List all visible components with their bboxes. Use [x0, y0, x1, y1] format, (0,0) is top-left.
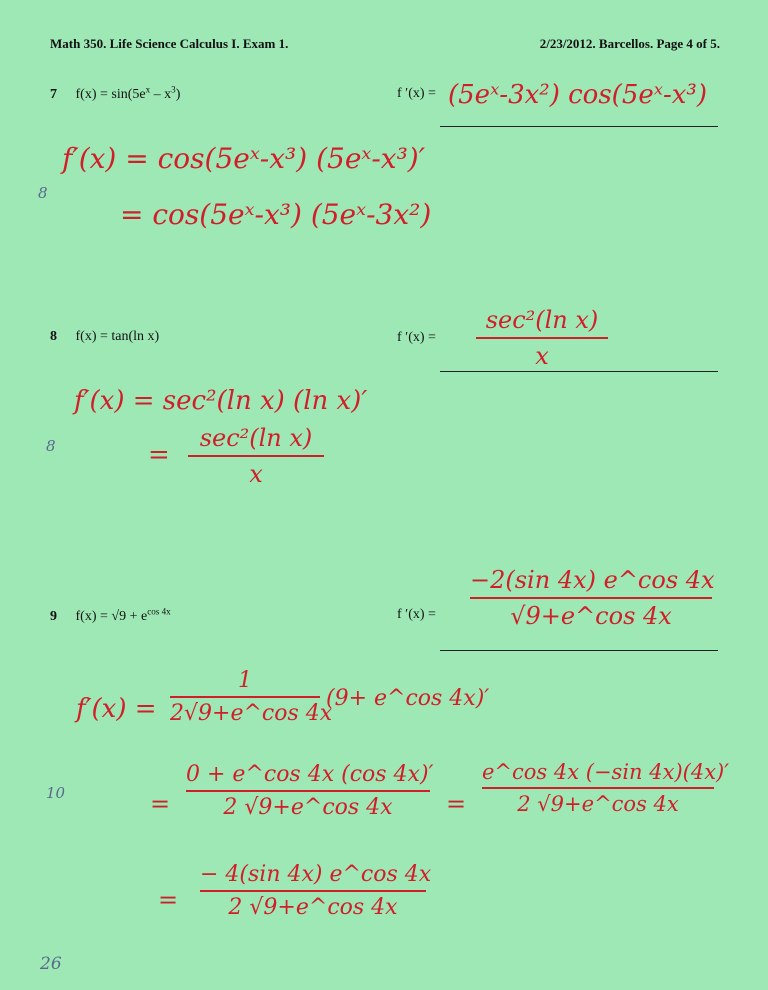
work-8-line-1: f′(x) = sec²(ln x) (ln x)′: [74, 386, 368, 416]
answer-line: [440, 650, 718, 651]
work-8-fraction: [188, 424, 324, 488]
answer-line: [440, 371, 718, 372]
total-score: 26: [40, 954, 62, 974]
exam-page-info: 2/23/2012. Barcellos. Page 4 of 5.: [539, 36, 720, 51]
fraction-bar: [186, 790, 430, 792]
score-7: 8: [38, 184, 48, 202]
fraction-denominator: 2 √9+e^cos 4x: [228, 895, 398, 920]
answer-numerator: sec²(ln x): [485, 306, 599, 334]
fraction-bar: [482, 787, 714, 789]
problem-9-statement: [50, 606, 171, 625]
answer-8: [476, 306, 608, 370]
work-9-equals-4: =: [158, 886, 179, 914]
fraction-bar: [200, 890, 426, 892]
work-9-fraction-1: [170, 668, 333, 726]
work-9-lhs: f′(x) =: [76, 694, 157, 724]
work-8-equals: =: [148, 440, 170, 470]
problem-number: 8: [50, 329, 57, 344]
fraction-numerator: − 4(sin 4x) e^cos 4x: [200, 862, 432, 887]
fraction-bar: [170, 696, 320, 698]
problem-function: $f(x) = \sin(5e^x - x^3)$: [75, 84, 181, 102]
fraction-numerator: sec²(ln x): [199, 424, 313, 452]
problem-number: 9: [50, 608, 57, 624]
score-8: 8: [46, 437, 56, 455]
fraction-denominator: 2√9+e^cos 4x: [170, 701, 333, 726]
exam-title: Math 350. Life Science Calculus I. Exam 1.: [50, 36, 289, 51]
problem-7-statement: [50, 84, 180, 103]
fraction-denominator: 2 √9+e^cos 4x: [517, 792, 679, 816]
problem-function: f(x) = tan(ln x): [75, 329, 160, 344]
fraction-denominator: x: [249, 460, 263, 488]
fprime-label: f ′(x) =: [397, 330, 436, 345]
work-7-line-1: f′(x) = cos(5eˣ-x³) (5eˣ-x³)′: [62, 142, 426, 175]
work-9-fraction-2: [186, 762, 434, 820]
work-9-fraction-3: [482, 760, 729, 816]
fraction-denominator: 2 √9+e^cos 4x: [223, 795, 393, 820]
work-7-line-2: = cos(5eˣ-x³) (5eˣ-3x²): [120, 198, 432, 231]
answer-7: (5eˣ-3x²) cos(5eˣ-x³): [448, 80, 707, 110]
fprime-label: f ′(x) =: [397, 607, 436, 622]
work-9-fraction-4: [200, 862, 432, 920]
work-9-derivative-tail: (9+ e^cos 4x)′: [326, 686, 490, 711]
work-9-equals-3: =: [446, 790, 467, 818]
answer-line: [440, 126, 718, 127]
fraction-numerator: 1: [238, 668, 252, 693]
score-9: 10: [46, 784, 66, 802]
fraction-bar: [188, 455, 324, 457]
fraction-bar: [476, 337, 608, 339]
problem-8-statement: [50, 329, 159, 345]
answer-denominator: √9+e^cos 4x: [510, 602, 672, 630]
fraction-numerator: 0 + e^cos 4x (cos 4x)′: [186, 762, 434, 787]
answer-denominator: x: [535, 342, 549, 370]
problem-number: 7: [50, 86, 57, 102]
answer-numerator: −2(sin 4x) e^cos 4x: [470, 566, 715, 594]
work-9-equals-2: =: [150, 790, 171, 818]
problem-function: $f(x) = √9 + e^{cos 4x}$: [75, 606, 171, 624]
fraction-numerator: e^cos 4x (−sin 4x)(4x)′: [482, 760, 729, 784]
fraction-bar: [470, 597, 712, 599]
fprime-label: f ′(x) =: [397, 86, 436, 101]
answer-9: [470, 566, 715, 630]
